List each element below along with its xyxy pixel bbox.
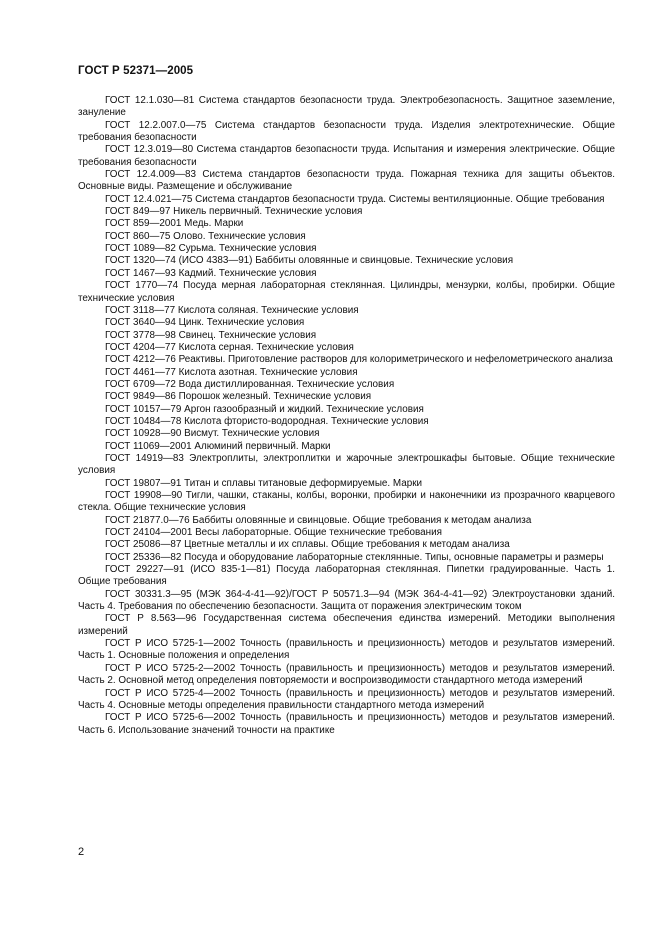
reference-item: ГОСТ 21877.0—76 Баббиты оловянные и свинцовые. Общие требования к методам анализа <box>105 514 532 526</box>
reference-item: ГОСТ 30331.3—95 (МЭК 364-4-41—92)/ГОСТ Р 50571.3—94 (МЭК 364-4-41—92) Электроустановки зданий. Часть 4. Требования по обеспечению безопасности. Защита от поражения электрическим током <box>78 588 615 613</box>
document-header: ГОСТ Р 52371—2005 <box>78 65 194 77</box>
reference-item: ГОСТ 19807—91 Титан и сплавы титановые деформируемые. Марки <box>105 477 423 489</box>
reference-item: ГОСТ 860—75 Олово. Технические условия <box>105 230 306 242</box>
reference-item: ГОСТ Р 8.563—96 Государственная система обеспечения единства измерений. Методики выполнения измерений <box>78 613 615 637</box>
reference-item: ГОСТ 859—2001 Медь. Марки <box>105 218 244 230</box>
reference-item: ГОСТ 10157—79 Аргон газообразный и жидкий. Технические условия <box>105 403 424 415</box>
reference-item: ГОСТ 3640—94 Цинк. Технические условия <box>105 317 305 329</box>
reference-item: ГОСТ 4204—77 Кислота серная. Технические условия <box>105 341 354 353</box>
reference-item: ГОСТ Р ИСО 5725-6—2002 Точность (правильность и прецизионность) методов и результатов измерений. Часть 6. Использование значений точности на практике <box>78 712 615 736</box>
reference-item: ГОСТ 12.3.019—80 Система стандартов безопасности труда. Испытания и измерения электрические. Общие требования безопасности <box>78 144 615 168</box>
reference-item: ГОСТ 25086—87 Цветные металлы и их сплавы. Общие требования к методам анализа <box>105 539 510 551</box>
reference-item: ГОСТ 10928—90 Висмут. Технические условия <box>105 428 320 440</box>
reference-item: ГОСТ 3118—77 Кислота соляная. Технические условия <box>105 304 359 316</box>
normative-references-list <box>78 95 615 737</box>
reference-item: ГОСТ 19908—90 Тигли, чашки, стаканы, колбы, воронки, пробирки и наконечники из прозрачного кварцевого стекла. Общие технические условия <box>78 490 615 514</box>
reference-item: ГОСТ 10484—78 Кислота фтористо-водородная. Технические условия <box>105 415 429 427</box>
reference-item: ГОСТ 29227—91 (ИСО 835-1—81) Посуда лабораторная стеклянная. Пипетки градуированные. Часть 1. Общие требования <box>78 564 615 588</box>
reference-item: ГОСТ 11069—2001 Алюминий первичный. Марки <box>105 440 331 452</box>
reference-item: ГОСТ 4212—76 Реактивы. Приготовление растворов для колориметрического и нефелометрического анализа <box>105 354 613 366</box>
reference-item: ГОСТ 14919—83 Электроплиты, электроплитки и жарочные электрошкафы бытовые. Общие технические условия <box>78 452 615 477</box>
reference-item: ГОСТ Р ИСО 5725-4—2002 Точность (правильность и прецизионность) методов и результатов измерений. Часть 4. Основные методы определения правильности стандартного метода измерений <box>78 687 615 711</box>
reference-item: ГОСТ 9849—86 Порошок железный. Технические условия <box>105 391 372 403</box>
reference-item: ГОСТ 12.4.009—83 Система стандартов безопасности труда. Пожарная техника для защиты объектов. Основные виды. Размещение и обслуживание <box>78 169 615 193</box>
reference-item: ГОСТ 12.1.030—81 Система стандартов безопасности труда. Электробезопасность. Защитное заземление, зануление <box>78 95 615 119</box>
reference-item: ГОСТ 12.4.021—75 Система стандартов безопасности труда. Системы вентиляционные. Общие требования <box>105 193 605 205</box>
reference-item: ГОСТ Р ИСО 5725-2—2002 Точность (правильность и прецизионность) методов и результатов измерений. Часть 2. Основной метод определения повторяемости и воспроизводимости стандартного метода измерений <box>78 662 615 687</box>
reference-item: ГОСТ 1089—82 Сурьма. Технические условия <box>105 243 317 255</box>
reference-item: ГОСТ 849—97 Никель первичный. Технические условия <box>105 206 363 218</box>
page-number: 2 <box>78 846 85 858</box>
reference-item: ГОСТ 1770—74 Посуда мерная лабораторная стеклянная. Цилиндры, мензурки, колбы, пробирки. Общие технические условия <box>78 280 615 304</box>
reference-item: ГОСТ 1467—93 Кадмий. Технические условия <box>105 267 317 279</box>
reference-item: ГОСТ 6709—72 Вода дистиллированная. Технические условия <box>105 378 395 390</box>
reference-item: ГОСТ 3778—98 Свинец. Технические условия <box>105 329 317 341</box>
reference-item: ГОСТ 4461—77 Кислота азотная. Технические условия <box>105 366 358 378</box>
reference-item: ГОСТ Р ИСО 5725-1—2002 Точность (правильность и прецизионность) методов и результатов измерений. Часть 1. Основные положения и определения <box>78 638 615 662</box>
reference-item: ГОСТ 24104—2001 Весы лабораторные. Общие технические требования <box>105 527 442 539</box>
reference-item: ГОСТ 1320—74 (ИСО 4383—91) Баббиты оловянные и свинцовые. Технические условия <box>105 255 514 267</box>
reference-item: ГОСТ 25336—82 Посуда и оборудование лабораторные стеклянные. Типы, основные параметры и размеры <box>105 551 604 563</box>
reference-item: ГОСТ 12.2.007.0—75 Система стандартов безопасности труда. Изделия электротехнические. Общие требования безопасности <box>78 119 615 144</box>
